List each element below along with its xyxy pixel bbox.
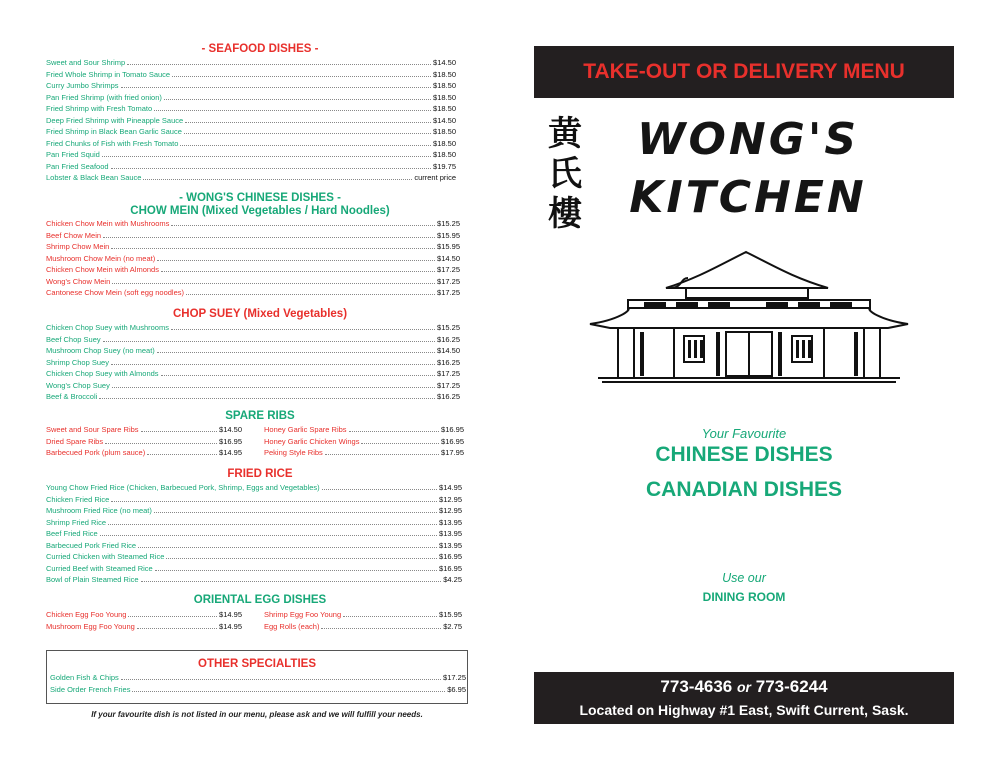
dot-leader	[343, 616, 437, 617]
dot-leader	[322, 489, 437, 490]
item-price: $15.95	[437, 242, 460, 251]
dot-leader	[121, 87, 432, 88]
fried-rice-item	[46, 551, 462, 563]
chow-mein-item	[46, 264, 460, 276]
dot-leader	[127, 64, 431, 65]
dot-leader	[180, 145, 431, 146]
egg-dish-item	[46, 621, 242, 633]
phone-line	[534, 676, 954, 698]
fried-rice-item	[46, 517, 462, 529]
spare-ribs-item	[264, 424, 464, 436]
dot-leader	[111, 501, 437, 502]
item-price: $18.50	[433, 69, 456, 79]
chinese-title: - WONG'S CHINESE DISHES -	[179, 192, 341, 204]
item-name: Fried Shrimp in Black Bean Garlic Sauce	[46, 127, 182, 136]
chow-mein-item	[46, 287, 460, 299]
item-name: Honey Garlic Chicken Wings	[264, 436, 360, 446]
dot-leader	[185, 122, 431, 123]
item-price: $6.95	[447, 684, 466, 694]
seafood-item	[46, 161, 456, 173]
item-price: $14.95	[439, 483, 462, 492]
phone-or: or	[737, 679, 751, 695]
egg-dish-item	[264, 621, 462, 633]
item-price: $16.95	[441, 436, 464, 446]
fried-rice-item	[46, 505, 462, 517]
phone-number-2[interactable]: 773-6244	[755, 677, 828, 696]
chop-suey-item	[46, 380, 460, 392]
dot-leader	[164, 99, 431, 100]
seafood-item	[46, 149, 456, 161]
footnote: If your favourite dish is not listed in our menu, please ask and we will fulfill your needs.	[91, 710, 423, 719]
item-name: Shrimp Fried Rice	[46, 517, 107, 527]
seafood-item	[46, 92, 456, 104]
spare-ribs-item	[46, 447, 242, 459]
seafood-item	[46, 80, 456, 92]
item-price: $14.50	[433, 115, 456, 125]
item-name: Side Order French Fries	[50, 684, 131, 694]
item-name: Pan Fried Squid	[46, 150, 100, 159]
item-name: Honey Garlic Spare Ribs	[264, 425, 347, 434]
chinese-dishes-heading: CHINESE DISHES	[655, 443, 833, 466]
dot-leader	[361, 443, 439, 444]
item-name: Beef & Broccoli	[46, 392, 98, 401]
dot-leader	[112, 283, 435, 284]
item-name: Shrimp Chow Mein	[46, 242, 110, 251]
dot-leader	[154, 512, 437, 513]
dot-leader	[138, 547, 437, 548]
dot-leader	[186, 294, 435, 295]
item-price: $14.95	[219, 610, 242, 619]
item-name: Deep Fried Shrimp with Pineapple Sauce	[46, 115, 184, 125]
item-price: $16.95	[439, 552, 462, 561]
chow-mein-item	[46, 241, 460, 253]
item-name: Pan Fried Seafood	[46, 161, 109, 171]
seafood-item	[46, 138, 456, 150]
item-price: $17.25	[437, 288, 460, 297]
item-price: $15.95	[439, 610, 462, 619]
item-price: $17.25	[443, 673, 466, 682]
dot-leader	[171, 225, 435, 226]
dot-leader	[103, 341, 435, 342]
item-price: $16.95	[441, 425, 464, 434]
item-name: Sweet and Sour Spare Ribs	[46, 425, 139, 434]
item-name: Chicken Fried Rice	[46, 494, 110, 504]
item-price: $16.25	[437, 334, 460, 344]
fried-rice-item	[46, 528, 462, 540]
item-name: Mushroom Chow Mein (no meat)	[46, 253, 156, 263]
item-price: $16.25	[437, 392, 460, 401]
contact-bar	[534, 672, 954, 724]
seafood-item	[46, 103, 456, 115]
item-price: $15.95	[437, 230, 460, 240]
kanji-1: 黄	[548, 114, 582, 154]
chow-mein-title: CHOW MEIN (Mixed Vegetables / Hard Noodles)	[130, 205, 390, 217]
item-name: Curried Chicken with Steamed Rice	[46, 552, 165, 561]
item-name: Pan Fried Shrimp (with fried onion)	[46, 92, 162, 102]
dot-leader	[111, 168, 432, 169]
dot-leader	[121, 679, 441, 680]
spare-ribs-title: SPARE RIBS	[225, 410, 295, 422]
chow-mein-item	[46, 276, 460, 288]
fried-rice-item	[46, 563, 462, 575]
item-name: Curried Beef with Steamed Rice	[46, 563, 153, 573]
item-price: $14.50	[437, 346, 460, 355]
item-price: $14.95	[219, 448, 242, 457]
fried-rice-item	[46, 494, 462, 506]
item-price: $2.75	[443, 621, 462, 631]
item-name: Bowl of Plain Steamed Rice	[46, 575, 139, 584]
dot-leader	[171, 329, 435, 330]
item-name: Wong's Chop Suey	[46, 380, 110, 390]
item-price: $18.50	[433, 81, 456, 90]
item-price: $19.75	[433, 161, 456, 171]
chop-suey-item	[46, 322, 460, 334]
item-name: Chicken Chow Mein with Almonds	[46, 265, 159, 274]
seafood-item	[46, 57, 456, 69]
dot-leader	[102, 156, 431, 157]
pagoda-illustration	[588, 248, 910, 384]
item-name: Dried Spare Ribs	[46, 436, 104, 446]
spare-ribs-item	[46, 424, 242, 436]
kanji-3: 樓	[548, 194, 582, 234]
dot-leader	[349, 431, 440, 432]
chow-mein-item	[46, 253, 460, 265]
item-name: Chicken Egg Foo Young	[46, 610, 127, 619]
item-name: Golden Fish & Chips	[50, 673, 119, 682]
item-price: $16.95	[439, 563, 462, 573]
dot-leader	[184, 133, 431, 134]
banner-bar	[534, 46, 954, 98]
brand-line-2: KITCHEN	[629, 172, 867, 223]
item-name: Chicken Chop Suey with Almonds	[46, 369, 159, 378]
item-price: $17.25	[437, 276, 460, 286]
item-name: Young Chow Fried Rice (Chicken, Barbecued Pork, Shrimp, Eggs and Vegetables)	[46, 483, 320, 492]
item-name: Mushroom Fried Rice (no meat)	[46, 506, 152, 515]
item-name: Beef Chow Mein	[46, 230, 102, 240]
dot-leader	[105, 443, 217, 444]
item-price: $13.95	[439, 529, 462, 538]
dot-leader	[99, 398, 435, 399]
item-price: current price	[414, 173, 456, 182]
item-name: Chicken Chow Mein with Mushrooms	[46, 219, 170, 228]
item-name: Egg Rolls (each)	[264, 621, 320, 631]
item-name: Beef Chop Suey	[46, 334, 101, 344]
dot-leader	[325, 454, 439, 455]
fried-rice-item	[46, 482, 462, 494]
dot-leader	[154, 110, 431, 111]
chop-suey-item	[46, 357, 460, 369]
dining-room: DINING ROOM	[702, 590, 786, 604]
item-price: $18.50	[433, 138, 456, 148]
seafood-title: - SEAFOOD DISHES -	[201, 43, 319, 55]
location: Located on Highway #1 East, Swift Current, Sask.	[579, 702, 909, 718]
item-price: $16.25	[437, 357, 460, 367]
dot-leader	[128, 616, 217, 617]
your-favourite: Your Favourite	[701, 426, 787, 441]
dot-leader	[108, 524, 437, 525]
dot-leader	[155, 570, 437, 571]
item-price: $4.25	[443, 575, 462, 584]
kanji-2: 氏	[548, 154, 582, 194]
dot-leader	[143, 179, 412, 180]
item-name: Barbecued Pork Fried Rice	[46, 540, 137, 550]
egg-dish-item	[264, 609, 462, 621]
fried-rice-title: FRIED RICE	[227, 468, 293, 480]
item-name: Curry Jumbo Shrimps	[46, 81, 119, 90]
seafood-item	[46, 126, 456, 138]
spare-ribs-item	[46, 436, 242, 448]
chow-mein-item	[46, 218, 460, 230]
dot-leader	[137, 628, 217, 629]
item-price: $14.50	[437, 253, 460, 263]
dot-leader	[166, 558, 437, 559]
item-price: $18.50	[433, 104, 456, 113]
item-price: $14.50	[433, 58, 456, 67]
item-price: $18.50	[433, 92, 456, 102]
item-name: Chicken Chop Suey with Mushrooms	[46, 323, 169, 332]
brand-line-1: WONG'S	[636, 114, 860, 165]
item-name: Beef Fried Rice	[46, 529, 98, 538]
item-price: $17.25	[437, 380, 460, 390]
item-name: Fried Chunks of Fish with Fresh Tomato	[46, 138, 179, 148]
item-price: $18.50	[433, 127, 456, 136]
dot-leader	[172, 76, 431, 77]
item-price: $15.25	[437, 323, 460, 332]
chop-suey-title: CHOP SUEY (Mixed Vegetables)	[172, 308, 348, 320]
egg-dish-item	[46, 609, 242, 621]
dot-leader	[141, 431, 217, 432]
item-name: Lobster & Black Bean Sauce	[46, 173, 142, 182]
egg-dishes-title: ORIENTAL EGG DISHES	[193, 594, 327, 606]
dot-leader	[111, 248, 435, 249]
chop-suey-item	[46, 368, 460, 380]
dot-leader	[132, 691, 445, 692]
item-name: Fried Whole Shrimp in Tomato Sauce	[46, 69, 171, 79]
dot-leader	[321, 628, 441, 629]
fried-rice-item	[46, 574, 462, 586]
chop-suey-item	[46, 334, 460, 346]
chop-suey-item	[46, 345, 460, 357]
item-price: $12.95	[439, 494, 462, 504]
use-our: Use our	[722, 571, 766, 585]
seafood-item	[46, 115, 456, 127]
item-price: $18.50	[433, 150, 456, 159]
canadian-dishes-heading: CANADIAN DISHES	[645, 478, 842, 501]
chop-suey-item	[46, 391, 460, 403]
item-price: $14.95	[219, 621, 242, 631]
item-name: Mushroom Egg Foo Young	[46, 621, 135, 631]
fried-rice-item	[46, 540, 462, 552]
dot-leader	[103, 237, 435, 238]
item-price: $13.95	[439, 540, 462, 550]
spare-ribs-item	[264, 436, 464, 448]
specialty-item	[50, 672, 466, 684]
item-price: $17.25	[437, 369, 460, 378]
item-price: $17.95	[441, 448, 464, 457]
item-price: $13.95	[439, 517, 462, 527]
item-name: Fried Shrimp with Fresh Tomato	[46, 104, 153, 113]
dot-leader	[141, 581, 442, 582]
item-name: Wong's Chow Mein	[46, 276, 111, 286]
item-price: $14.50	[219, 425, 242, 434]
dot-leader	[157, 352, 435, 353]
dot-leader	[111, 364, 435, 365]
item-price: $17.25	[437, 265, 460, 274]
item-name: Peking Style Ribs	[264, 448, 323, 457]
item-name: Barbecued Pork (plum sauce)	[46, 448, 146, 457]
dot-leader	[157, 260, 435, 261]
item-name: Shrimp Chop Suey	[46, 357, 109, 367]
phone-number-1[interactable]: 773-4636	[660, 677, 733, 696]
item-name: Shrimp Egg Foo Young	[264, 610, 342, 619]
dot-leader	[161, 271, 435, 272]
item-name: Sweet and Sour Shrimp	[46, 58, 126, 67]
item-price: $16.95	[219, 436, 242, 446]
dot-leader	[112, 387, 435, 388]
item-price: $15.25	[437, 219, 460, 228]
seafood-item	[46, 172, 456, 184]
banner-title: TAKE-OUT OR DELIVERY MENU	[583, 60, 905, 83]
dot-leader	[161, 375, 435, 376]
item-name: Cantonese Chow Mein (soft egg noodles)	[46, 288, 184, 297]
other-specialties-title: OTHER SPECIALTIES	[198, 658, 316, 670]
chow-mein-item	[46, 230, 460, 242]
dot-leader	[147, 454, 217, 455]
dot-leader	[100, 535, 437, 536]
spare-ribs-item	[264, 447, 464, 459]
item-price: $12.95	[439, 506, 462, 515]
seafood-item	[46, 69, 456, 81]
specialty-item	[50, 684, 466, 696]
item-name: Mushroom Chop Suey (no meat)	[46, 346, 155, 355]
